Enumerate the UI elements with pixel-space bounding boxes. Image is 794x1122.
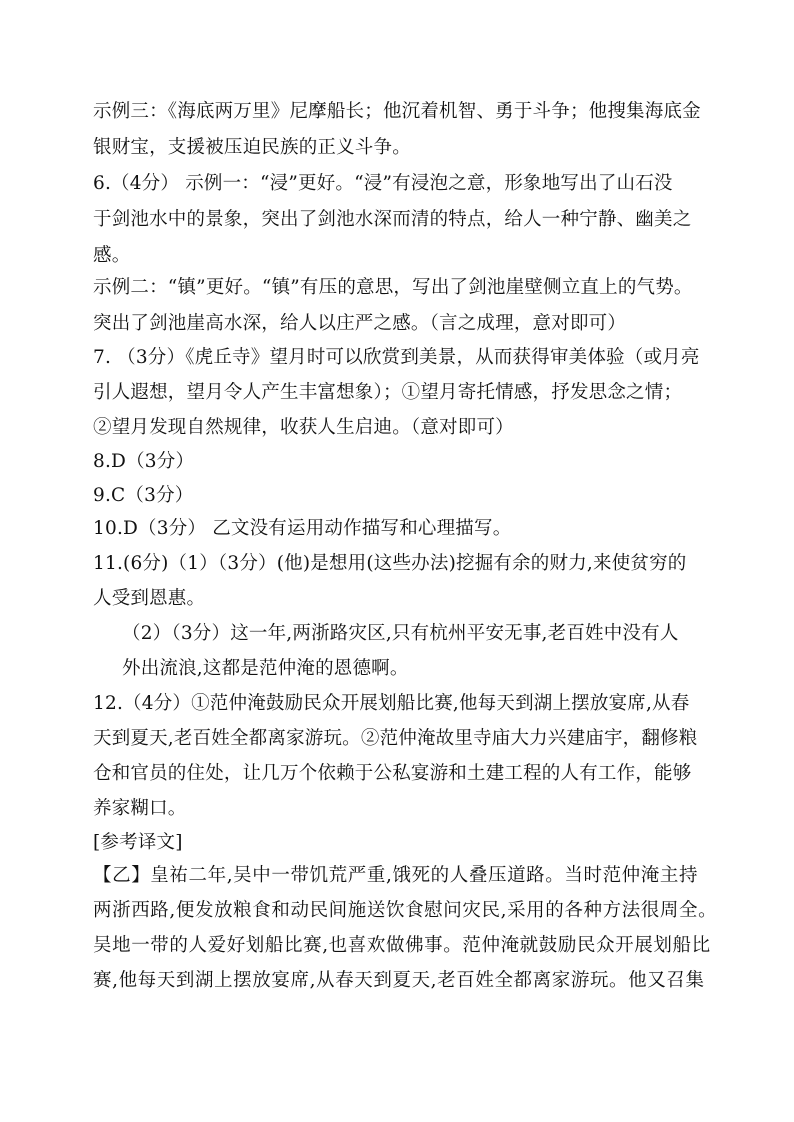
text-line: 仓和官员的住处，让几万个依赖于公私宴游和土建工程的人有工作，能够 xyxy=(93,763,692,784)
text-line: 8.D（3分） xyxy=(93,451,195,472)
text-line: 9.C（3分） xyxy=(93,485,194,506)
text-line: ②望月发现自然规律，收获人生启迪。（意对即可） xyxy=(93,417,514,438)
text-line: 7. （3分）《虎丘寺》望月时可以欣赏到美景，从而获得审美体验（或月亮 xyxy=(93,347,700,368)
text-line: 引人遐想，望月令人产生丰富想象）；①望月寄托情感，抒发思念之情； xyxy=(93,382,683,403)
text-line: 养家糊口。 xyxy=(93,798,187,819)
text-line: 【乙】皇祐二年,吴中一带饥荒严重,饿死的人叠压道路。当时范仲淹主持 xyxy=(93,865,699,886)
text-line: 6.（4分） 示例一：“浸”更好。“浸”有浸泡之意，形象地写出了山石没 xyxy=(93,173,673,194)
text-line: （2）（3分）这一年,两浙路灾区,只有杭州平安无事,老百姓中没有人 xyxy=(122,623,679,644)
text-line: 10.D（3分） 乙文没有运用动作描写和心理描写。 xyxy=(93,518,512,539)
text-line: 人受到恩惠。 xyxy=(93,588,206,609)
text-line: 示例二：“镇”更好。“镇”有压的意思，写出了剑池崖壁侧立直上的气势。 xyxy=(93,277,693,298)
text-line: 11.(6分)（1）（3分）(他)是想用(这些办法)挖掘有余的财力,来使贫穷的 xyxy=(93,553,687,574)
text-line: 银财宝，支援被压迫民族的正义斗争。 xyxy=(93,137,411,158)
text-line: 天到夏天,老百姓全都离家游玩。②范仲淹故里寺庙大力兴建庙宇，翻修粮 xyxy=(93,728,698,749)
text-line: 吴地一带的人爱好划船比赛,也喜欢做佛事。范仲淹就鼓励民众开展划船比 xyxy=(93,935,711,956)
text-line: 外出流浪,这都是范仲淹的恩德啊。 xyxy=(122,658,409,679)
text-line: 示例三：《海底两万里》尼摩船长；他沉着机智、勇于斗争；他搜集海底金 xyxy=(93,101,701,122)
text-line: 于剑池水中的景象，突出了剑池水深而清的特点，给人一种宁静、幽美之 xyxy=(93,209,692,230)
section-heading: [参考译文] xyxy=(93,832,183,853)
text-line: 两浙西路,便发放粮食和动民间施送饮食慰问灾民,采用的各种方法很周全。 xyxy=(93,900,718,921)
text-line: 赛,他每天到湖上摆放宴席,从春天到夏天,老百姓全都离家游玩。他又召集 xyxy=(93,970,705,991)
text-line: 12.（4分）①范仲淹鼓励民众开展划船比赛,他每天到湖上摆放宴席,从春 xyxy=(93,693,690,714)
text-line: 感。 xyxy=(93,245,131,266)
text-line: 突出了剑池崖高水深，给人以庄严之感。（言之成理，意对即可） xyxy=(93,313,627,334)
